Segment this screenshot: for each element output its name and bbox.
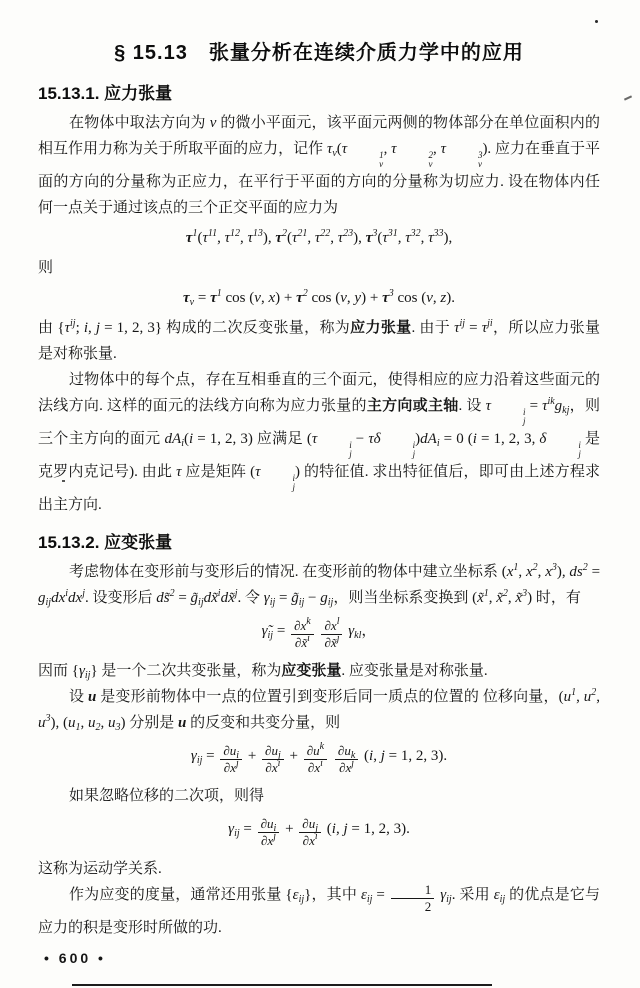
scan-speck (624, 95, 632, 100)
scan-speck (62, 480, 65, 482)
body-paragraph: 过物体中的每个点，存在互相垂直的三个面元，使得相应的应力沿着这些面元的法线方向. 这样的面元的法线方向称为应力张量的主方向或主轴. 设 τ i j = $\tau^{ik}g_{kj}$，则三个主方向的面元 $dA_i(i = 1$, 2, 3) 应满足 (τ i j − τδ i j )$dA_i = 0$ (i = 1, 2, 3, δ i j 是克罗内克记号). 由此 τ 应是矩阵 (τ i j ) 的特征值. 求出特征值后，即可由上述方程求出主方向. (38, 372, 601, 513)
body-paragraph: 如果忽略位移的二次项，则得 (69, 788, 265, 804)
body-paragraph: 这称为运动学关系. (38, 861, 162, 877)
display-formula-stress-components: $\tau^1(\tau^{11}$, $\tau^{12}$, $\tau^{13}$), $\tau^2(\tau^{21}$, $\tau^{22}$, $\tau^{23}$), $\tau^3(\tau^{31}$, $\tau^{32}$, $\tau^{33}$), (185, 228, 453, 246)
display-formula-cauchy-relation: $\tau_\nu = \tau^1$ cos (ν, $x) + \tau^2$ cos (ν, $y) + \tau^3$ cos (ν, z). (183, 288, 455, 308)
display-formula-strain-transform: $\gammã_{ij}$ = $\frac{\partial x^k}{\partial x̃^i}$ $\frac{\partial x^l}{\partial x̃^j}$ $\gamma_{kl}$， (261, 616, 377, 650)
page-number: • 600 • (44, 950, 106, 966)
body-paragraph: 考虑物体在变形前与变形后的情况. 在变形前的物体中建立坐标系 ($x^1$, $x^2$, $x^3$), $ds^2 = g_{ij}dx^idx^j$. 设变形后 ds̃$^2$ = $g̃_{ij}dx̃^idx̃^j$. 令 $\gamma_{ij}$ = $g̃_{ij} - g_{ij}$，则当坐标系变换到 (x̃$^1$, x̃$^2$, x̃$^3$) 时，有 (38, 562, 601, 608)
body-paragraph: 作为应变的度量，通常还用张量 $\{\varepsilon_{ij}\}$，其中 $\varepsilon_{ij}$ = $\frac{1}{2}$ $\gamma_{ij}$. 采用 $\varepsilon_{ij}$ 的优点是它与应力的积是变形时所做的功. (38, 882, 600, 936)
subsection-heading-strain-tensor: 15.13.2. 应变张量 (38, 533, 173, 552)
body-paragraph: 在物体中取法方向为 ν 的微小平面元，该平面元两侧的物体部分在单位面积内的相互作用力称为关于所取平面的应力，记作 $\tau_\nu(\tau$ 1 ν , τ 2 ν , τ 3 ν ). 应力在垂直于平面的方向的分量称为正应力，在平行于平面的方向的分量称为切应力. 设在物体内任何一点关于通过该点的三个正交平面的应力为 (38, 115, 601, 216)
body-paragraph: 由 {$\tau^{ij}$; i, j = 1, 2, 3} 构成的二次反变张量，称为应力张量. 由于 $\tau^{ij} = \tau^{ji}$，所以应力张量是对称张量. (38, 318, 600, 362)
subsection-heading-stress-tensor: 15.13.1. 应力张量 (38, 84, 173, 103)
body-paragraph: 设 u 是变形前物体中一点的位置引到变形后同一质点的位置的 位移向量，($u^1$, $u^2$, $u^3$), ($u_1$, $u_2$, $u_3$) 分别是 u 的反变和共变分量，则 (38, 687, 600, 733)
display-formula-strain-displacement: $\gamma_{ij}$ = $\frac{\partial u_i}{\partial x^j}$ + $\frac{\partial u_j}{\partial x^i}$ + $\frac{\partial u^k}{\partial x^i}$ $\frac{\partial u_k}{\partial x^j}$ (i, j = 1, 2, 3). (190, 741, 448, 775)
body-paragraph: 因而 $\{\gamma_{ij}\}$ 是一个二次共变张量，称为应变张量. 应变张量是对称张量. (38, 662, 488, 681)
body-paragraph: 则 (38, 260, 54, 276)
scan-artifact-line (72, 984, 492, 986)
display-formula-linear-strain: $\gamma_{ij}$ = $\frac{\partial u_i}{\partial x^j}$ + $\frac{\partial u_j}{\partial x^i}$ (i, j = 1, 2, 3). (228, 816, 410, 848)
section-title: § 15.13 张量分析在连续介质力学中的应用 (114, 42, 524, 64)
scan-speck (595, 20, 598, 23)
